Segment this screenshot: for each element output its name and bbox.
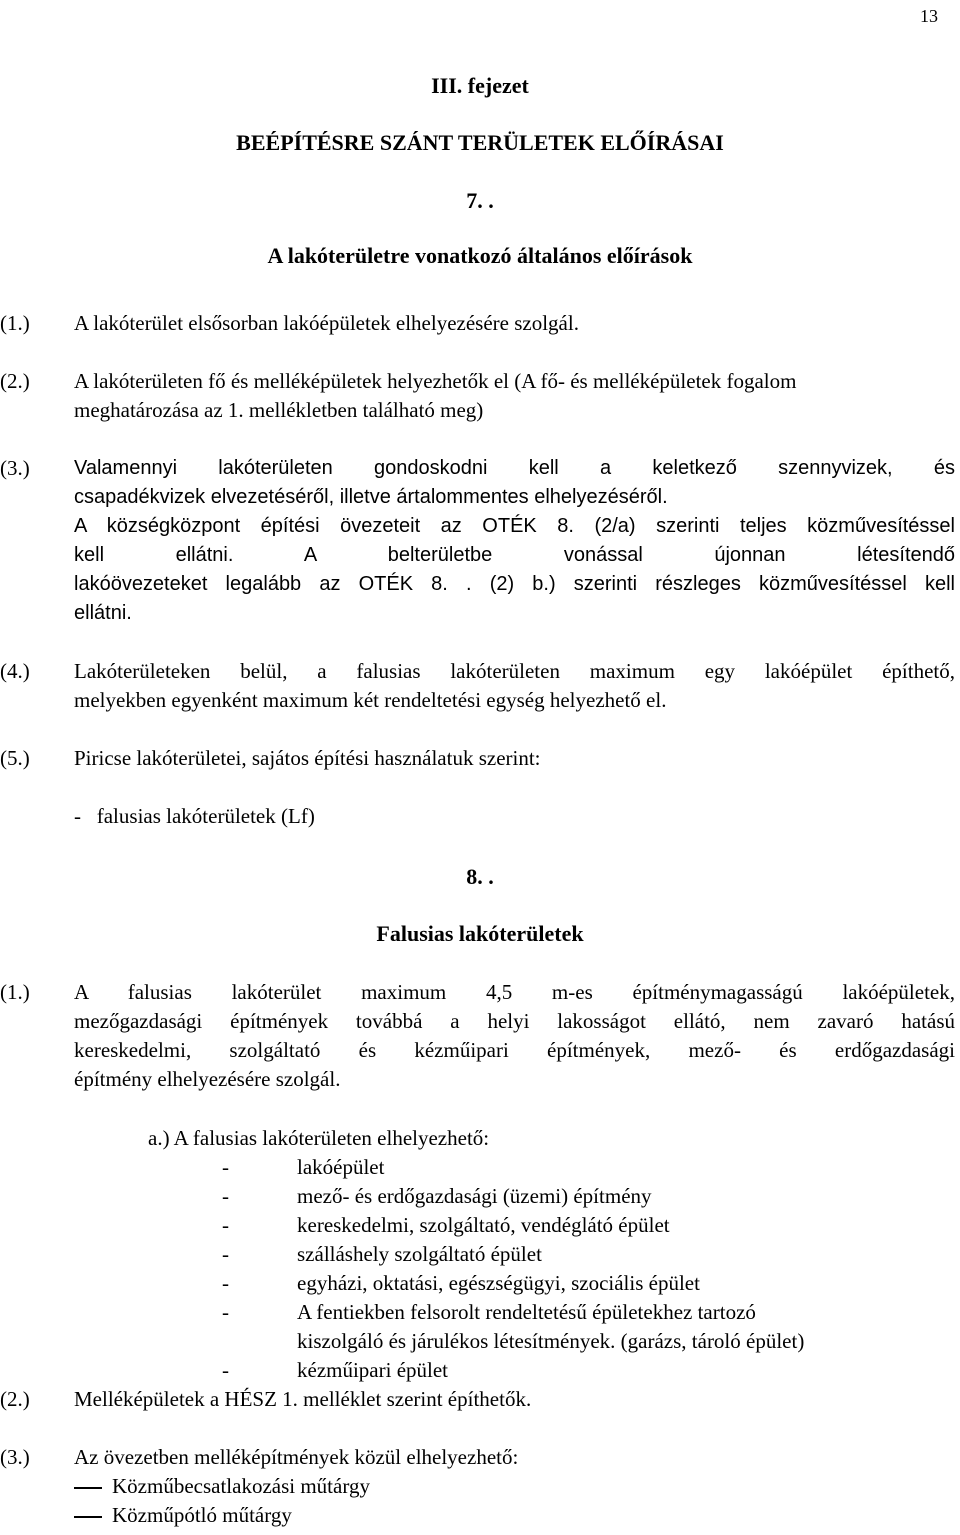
paragraph-number: (1.) bbox=[0, 980, 30, 1004]
list-dash: - bbox=[222, 1213, 229, 1237]
list-dash: - bbox=[222, 1155, 229, 1179]
section-8-title: Falusias lakóterületek bbox=[376, 921, 584, 946]
list-item: kereskedelmi, szolgáltató, vendéglátó épület bbox=[297, 1213, 670, 1237]
list-item: A fentiekben felsorolt rendeltetésű épületekhez tartozó bbox=[297, 1300, 756, 1324]
paragraph-line: csapadékvizek elvezetéséről, illetve ártalommentes elhelyezéséről. bbox=[74, 486, 668, 508]
section-8-number: 8. . bbox=[466, 864, 494, 889]
dash-bullet-icon bbox=[74, 1516, 102, 1518]
paragraph-line: A lakóterület elsősorban lakóépületek elhelyezésére szolgál. bbox=[74, 311, 579, 335]
paragraph-line: Lakóterületeken belül, a falusias lakóterületen maximum egy lakóépület építhető, bbox=[74, 659, 955, 683]
paragraph-line: ellátni. bbox=[74, 602, 132, 624]
paragraph-number: (2.) bbox=[0, 369, 30, 393]
paragraph-number: (1.) bbox=[0, 311, 30, 335]
list-item: Közműpótló műtárgy bbox=[112, 1503, 292, 1527]
list-item: lakóépület bbox=[297, 1155, 385, 1179]
paragraph-8-3: Az övezetben melléképítmények közül elhelyezhető: bbox=[74, 1445, 519, 1469]
dash-bullet-icon bbox=[74, 1487, 102, 1489]
chapter-number: III. fejezet bbox=[431, 73, 529, 98]
list-dash: - bbox=[222, 1271, 229, 1295]
section-7-number: 7. . bbox=[466, 188, 494, 213]
paragraph-number: (4.) bbox=[0, 659, 30, 683]
list-dash: - bbox=[222, 1184, 229, 1208]
list-item-continuation: kiszolgáló és járulékos létesítmények. (garázs, tároló épület) bbox=[297, 1329, 805, 1353]
section-7-title: A lakóterületre vonatkozó általános előírások bbox=[267, 243, 693, 268]
list-item: kézműipari épület bbox=[297, 1358, 449, 1382]
paragraph-line: kell ellátni. A belterületbe vonással újonnan létesítendő bbox=[74, 544, 955, 566]
paragraph-number: (5.) bbox=[0, 746, 30, 770]
list-item: szálláshely szolgáltató épület bbox=[297, 1242, 542, 1266]
paragraph-line: A falusias lakóterület maximum 4,5 m-es építménymagasságú lakóépületek, bbox=[74, 980, 955, 1004]
chapter-title: BEÉPÍTÉSRE SZÁNT TERÜLETEK ELŐÍRÁSAI bbox=[236, 130, 724, 155]
paragraph-7-4 bbox=[74, 657, 955, 715]
paragraph-line: kereskedelmi, szolgáltató és kézműipari építmények, mező- és erdőgazdasági bbox=[74, 1038, 955, 1062]
paragraph-8-2: Melléképületek a HÉSZ 1. melléklet szerint építhetők. bbox=[74, 1387, 532, 1411]
paragraph-7-5 bbox=[74, 744, 955, 773]
paragraph-line: építmény elhelyezésére szolgál. bbox=[74, 1067, 341, 1091]
list-dash: - bbox=[222, 1300, 229, 1324]
page-number: 13 bbox=[920, 6, 938, 26]
paragraph-line: lakóövezeteket legalább az OTÉK 8. . (2) b.) szerinti részleges közművesítéssel kell bbox=[74, 573, 955, 595]
zone-list-item: - falusias lakóterületek (Lf) bbox=[74, 804, 315, 828]
paragraph-7-1 bbox=[74, 309, 955, 338]
sublist-label: a.) A falusias lakóterületen elhelyezhető: bbox=[148, 1126, 490, 1150]
paragraph-line: Piricse lakóterületei, sajátos építési használatuk szerint: bbox=[74, 746, 541, 770]
paragraph-line: A lakóterületen fő és melléképületek helyezhetők el (A fő- és melléképületek fogalom bbox=[74, 369, 797, 393]
paragraph-line: meghatározása az 1. mellékletben található meg) bbox=[74, 398, 484, 422]
paragraph-line: A községközpont építési övezeteit az OTÉK 8. (2/a) szerinti teljes közművesítéssel bbox=[74, 515, 955, 537]
list-item: Közműbecsatlakozási műtárgy bbox=[112, 1474, 370, 1498]
paragraph-number: (3.) bbox=[0, 1445, 30, 1469]
list-dash: - bbox=[222, 1358, 229, 1382]
paragraph-number: (2.) bbox=[0, 1387, 30, 1411]
paragraph-number: (3.) bbox=[0, 456, 30, 480]
paragraph-line: melyekben egyenként maximum két rendeltetési egység helyezhető el. bbox=[74, 688, 667, 712]
list-item: egyházi, oktatási, egészségügyi, szociális épület bbox=[297, 1271, 700, 1295]
list-item: mező- és erdőgazdasági (üzemi) építmény bbox=[297, 1184, 652, 1208]
paragraph-8-1 bbox=[74, 978, 955, 1094]
list-dash: - bbox=[222, 1242, 229, 1266]
paragraph-7-3 bbox=[74, 454, 955, 628]
paragraph-line: Valamennyi lakóterületen gondoskodni kell a keletkező szennyvizek, és bbox=[74, 457, 955, 479]
paragraph-line: mezőgazdasági építmények továbbá a helyi lakosságot ellátó, nem zavaró hatású bbox=[74, 1009, 955, 1033]
paragraph-7-2 bbox=[74, 367, 955, 425]
